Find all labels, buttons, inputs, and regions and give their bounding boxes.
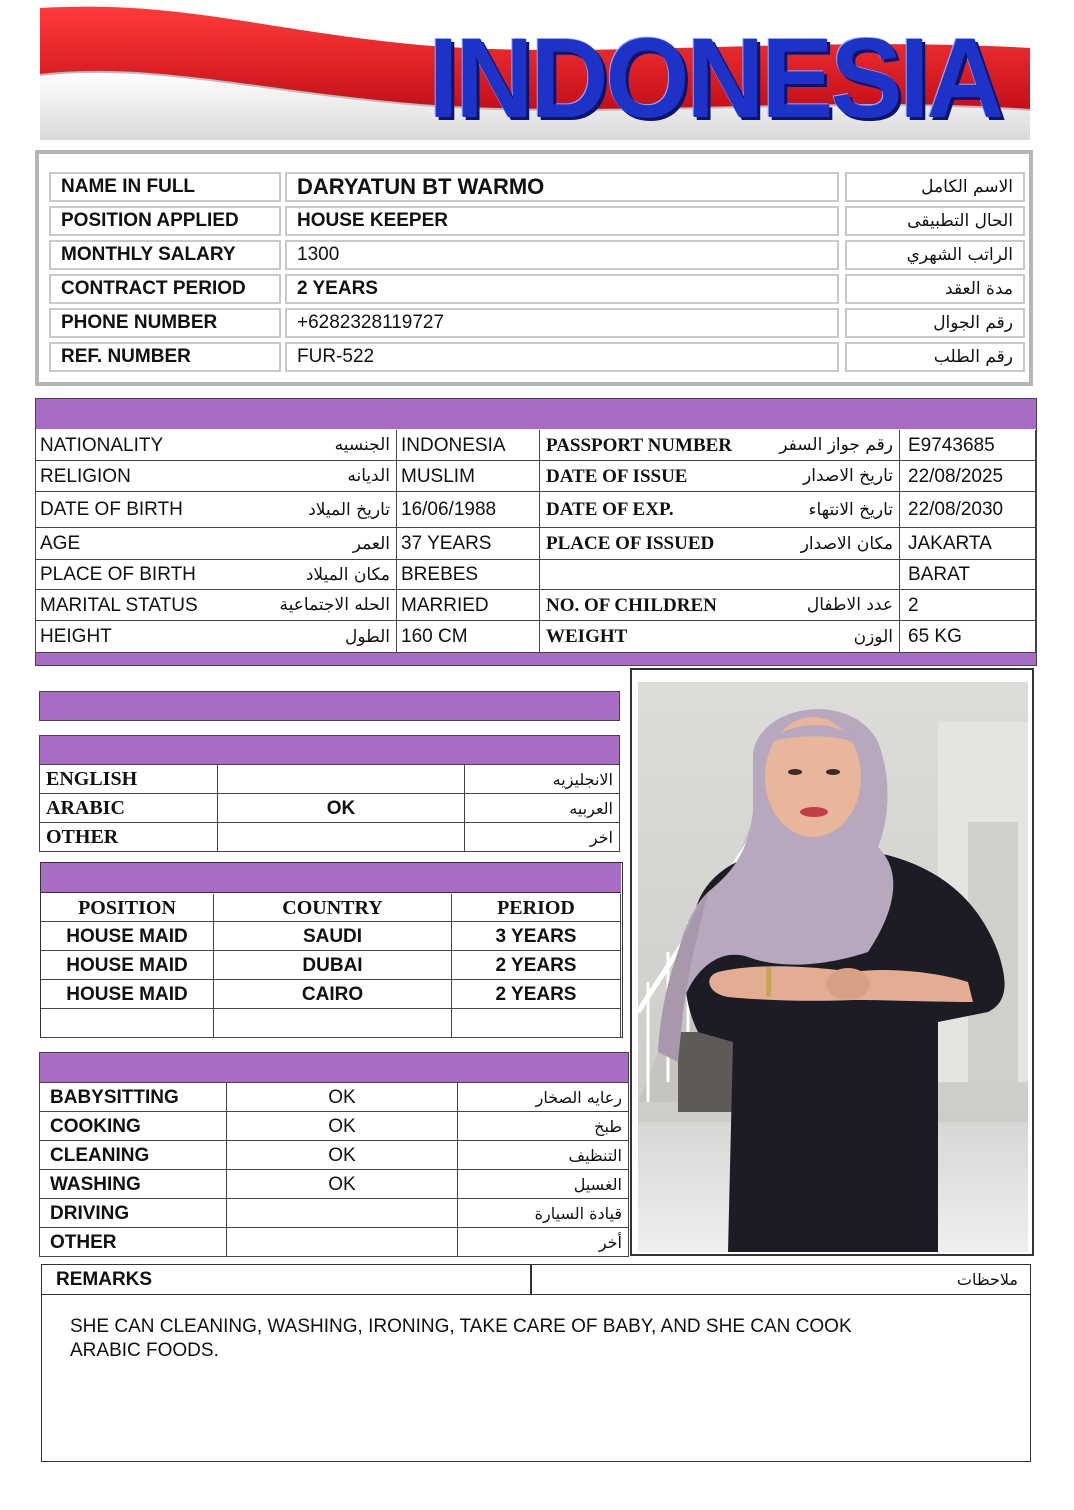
personal-label-cell	[36, 560, 397, 590]
skill-label: CLEANING	[40, 1141, 227, 1170]
info-value: HOUSE KEEPER	[285, 206, 839, 236]
personal-value: 22/08/2030	[900, 492, 1036, 528]
remarks-arabic-label: ملاحظات	[956, 1270, 1018, 1289]
experience-cell: HOUSE MAID	[41, 980, 214, 1009]
personal-value: INDONESIA	[397, 430, 540, 461]
applicant-photo	[630, 668, 1034, 1256]
language-level	[218, 765, 465, 794]
personal-label: HEIGHT	[40, 626, 112, 647]
info-value: 2 YEARS	[285, 274, 839, 304]
skill-value	[227, 1228, 458, 1257]
personal-label-arabic: مكان الميلاد	[305, 565, 390, 585]
skill-label: BABYSITTING	[40, 1083, 227, 1112]
personal-label-cell	[540, 528, 900, 560]
languages-table	[39, 735, 620, 852]
skill-arabic: الغسيل	[458, 1170, 628, 1199]
info-arabic: الحال التطبيقى	[845, 206, 1025, 236]
info-value: 1300	[285, 240, 839, 270]
personal-label-cell	[36, 461, 397, 492]
info-row-phone	[49, 308, 1023, 338]
personal-label-arabic: الطول	[345, 627, 390, 647]
personal-label: PLACE OF BIRTH	[40, 564, 196, 585]
info-label: CONTRACT PERIOD	[49, 274, 281, 304]
section-header-bar	[39, 691, 620, 721]
personal-value: 65 KG	[900, 621, 1036, 653]
info-arabic: الراتب الشهري	[845, 240, 1025, 270]
personal-label: DATE OF BIRTH	[40, 499, 183, 520]
info-label: MONTHLY SALARY	[49, 240, 281, 270]
section-footer-bar	[36, 653, 1036, 665]
personal-label-cell	[540, 560, 900, 590]
info-arabic: رقم الطلب	[845, 342, 1025, 372]
info-arabic: الاسم الكامل	[845, 172, 1025, 202]
remarks-header	[42, 1265, 1030, 1295]
skill-arabic: أخر	[458, 1228, 628, 1257]
personal-label: AGE	[40, 533, 81, 554]
info-row-salary	[49, 240, 1023, 270]
info-label: REF. NUMBER	[49, 342, 281, 372]
info-row-position	[49, 206, 1023, 236]
language-level: OK	[218, 794, 465, 823]
section-header-bar	[41, 863, 621, 893]
personal-label-arabic: الديانه	[347, 466, 390, 486]
personal-value: 160 CM	[397, 621, 540, 653]
personal-label-cell	[540, 492, 900, 528]
experience-cell: HOUSE MAID	[41, 951, 214, 980]
experience-header: PERIOD	[452, 894, 621, 922]
skill-label: WASHING	[40, 1170, 227, 1199]
language-label: OTHER	[40, 823, 218, 852]
personal-value: MARRIED	[397, 590, 540, 621]
skill-value	[227, 1199, 458, 1228]
skill-value: OK	[227, 1112, 458, 1141]
personal-row	[36, 492, 1036, 528]
skill-arabic: رعايه الصخار	[458, 1083, 628, 1112]
experience-cell: CAIRO	[214, 980, 452, 1009]
personal-label: PLACE OF ISSUED	[546, 533, 715, 554]
skill-label: OTHER	[40, 1228, 227, 1257]
experience-cell	[41, 1009, 214, 1038]
info-value: +6282328119727	[285, 308, 839, 338]
personal-label-arabic: تاريخ الاصدار	[803, 466, 893, 486]
experience-header: POSITION	[41, 894, 214, 922]
section-header-bar	[40, 1053, 628, 1083]
info-label: NAME IN FULL	[49, 172, 281, 202]
info-value: DARYATUN BT WARMO	[285, 172, 839, 202]
personal-label: RELIGION	[40, 466, 131, 487]
experience-cell: 2 YEARS	[452, 951, 621, 980]
personal-details-table	[35, 398, 1037, 666]
remarks-label: REMARKS	[56, 1269, 153, 1290]
personal-label-cell	[36, 590, 397, 621]
personal-label-cell	[36, 430, 397, 461]
personal-row	[36, 560, 1036, 590]
experience-cell: 2 YEARS	[452, 980, 621, 1009]
personal-label: NO. OF CHILDREN	[546, 595, 717, 616]
experience-cell: SAUDI	[214, 922, 452, 951]
personal-label-cell	[36, 528, 397, 560]
personal-label-arabic: تاريخ الميلاد	[308, 500, 390, 520]
info-label: POSITION APPLIED	[49, 206, 281, 236]
skills-table	[39, 1052, 629, 1257]
skill-value: OK	[227, 1083, 458, 1112]
personal-value: 2	[900, 590, 1036, 621]
personal-row	[36, 461, 1036, 492]
personal-label-arabic: الحله الاجتماعية	[279, 595, 390, 615]
personal-row	[36, 621, 1036, 653]
personal-value: JAKARTA	[900, 528, 1036, 560]
skill-label: DRIVING	[40, 1199, 227, 1228]
personal-label-cell	[540, 590, 900, 621]
personal-label-cell	[36, 492, 397, 528]
personal-value: BARAT	[900, 560, 1036, 590]
language-level	[218, 823, 465, 852]
flag-banner	[0, 0, 1074, 140]
personal-value: 37 YEARS	[397, 528, 540, 560]
personal-value: MUSLIM	[397, 461, 540, 492]
language-label: ARABIC	[40, 794, 218, 823]
info-label: PHONE NUMBER	[49, 308, 281, 338]
language-label: ENGLISH	[40, 765, 218, 794]
personal-label-arabic: الوزن	[853, 627, 893, 647]
personal-label-arabic: تاريخ الانتهاء	[808, 500, 893, 520]
skill-label: COOKING	[40, 1112, 227, 1141]
personal-row	[36, 528, 1036, 560]
skill-value: OK	[227, 1170, 458, 1199]
personal-label: NATIONALITY	[40, 435, 164, 456]
personal-label-arabic: الجنسيه	[334, 435, 390, 455]
info-row-name	[49, 172, 1023, 202]
remarks-text: SHE CAN CLEANING, WASHING, IRONING, TAKE CARE OF BABY, AND SHE CAN COOK ARABIC FOODS.	[70, 1316, 852, 1361]
applicant-info-box	[35, 150, 1033, 386]
info-value: FUR-522	[285, 342, 839, 372]
personal-label-arabic: العمر	[352, 534, 390, 554]
personal-label-cell	[540, 621, 900, 653]
personal-value: E9743685	[900, 430, 1036, 461]
banner-title: INDONESIA	[428, 13, 1002, 140]
personal-row	[36, 590, 1036, 621]
personal-label-cell	[36, 621, 397, 653]
experience-cell: 3 YEARS	[452, 922, 621, 951]
section-header-bar	[40, 736, 619, 765]
experience-table	[40, 862, 623, 1038]
divider	[530, 1265, 532, 1295]
personal-label-arabic: مكان الاصدار	[800, 534, 893, 554]
experience-cell	[214, 1009, 452, 1038]
language-arabic: اخر	[465, 823, 619, 852]
language-arabic: الانجليزيه	[465, 765, 619, 794]
language-arabic: العربيه	[465, 794, 619, 823]
personal-label: WEIGHT	[546, 626, 628, 647]
personal-value: 16/06/1988	[397, 492, 540, 528]
personal-label-arabic: عدد الاطفال	[806, 595, 893, 615]
skill-arabic: قيادة السيارة	[458, 1199, 628, 1228]
remarks-box	[41, 1264, 1031, 1462]
info-arabic: مدة العقد	[845, 274, 1025, 304]
info-arabic: رقم الجوال	[845, 308, 1025, 338]
experience-cell: DUBAI	[214, 951, 452, 980]
personal-label: PASSPORT NUMBER	[546, 435, 733, 456]
experience-cell: HOUSE MAID	[41, 922, 214, 951]
skill-arabic: طبخ	[458, 1112, 628, 1141]
info-row-contract	[49, 274, 1023, 304]
personal-label: MARITAL STATUS	[40, 595, 198, 616]
section-header-bar	[36, 399, 1036, 429]
personal-row	[36, 430, 1036, 461]
skill-value: OK	[227, 1141, 458, 1170]
personal-value: 22/08/2025	[900, 461, 1036, 492]
personal-value: BREBES	[397, 560, 540, 590]
info-row-ref	[49, 342, 1023, 372]
personal-label: DATE OF ISSUE	[546, 466, 688, 487]
personal-label-cell	[540, 430, 900, 461]
skill-arabic: التنظيف	[458, 1141, 628, 1170]
experience-header: COUNTRY	[214, 894, 452, 922]
personal-label: DATE OF EXP.	[546, 499, 674, 520]
applicant-photo-image	[638, 682, 1028, 1252]
personal-label-arabic: رقم جواز السفر	[779, 435, 893, 455]
personal-label-cell	[540, 461, 900, 492]
experience-cell	[452, 1009, 621, 1038]
